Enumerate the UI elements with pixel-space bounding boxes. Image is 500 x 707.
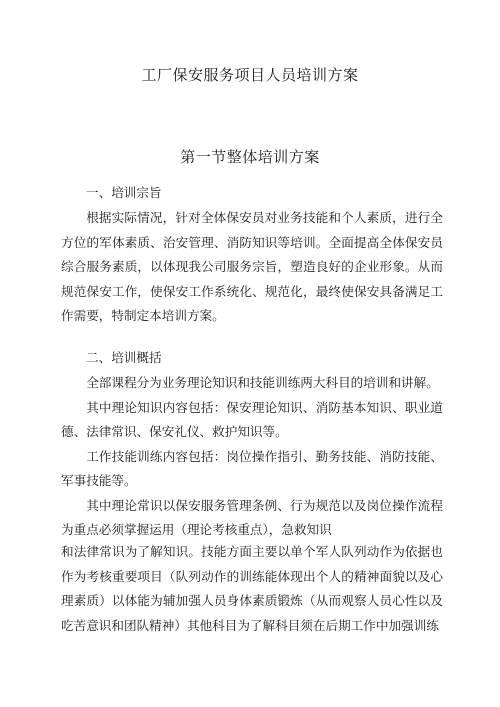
section-training-overview xyxy=(61,371,443,543)
paragraph-text: 其中理论常识以保安服务管理条例、行为规范以及岗位操作流程为重点必须掌握运用（理论考核重点），急救知识 xyxy=(61,497,443,537)
document-title: 工厂保安服务项目人员培训方案 xyxy=(141,66,359,84)
section-title: 第一节整体培训方案 xyxy=(180,148,320,166)
paragraph-text: 其中理论知识内容包括：保安理论知识、消防基本知识、职业道德、法律常识、保安礼仪、救护知识等。 xyxy=(61,399,443,439)
paragraph-text: 根据实际情况，针对全体保安员对业务技能和个人素质，进行全方位的军体素质、治安管理、消防知识等培训。全面提高全体保安员综合服务素质，以体现我公司服务宗旨，塑造良好的企业形象。从而规范保安工作，使保安工作系统化、规范化，最终使保安具备满足工作需要，特制定本培训方案。 xyxy=(61,210,443,323)
heading-training-purpose: 一、培训宗旨 xyxy=(86,185,162,200)
paragraph-text: 工作技能训练内容包括：岗位操作指引、勤务技能、消防技能、军事技能等。 xyxy=(61,448,443,488)
paragraph-continuation xyxy=(61,540,443,638)
paragraph-text: 和法律常识为了解知识。技能方面主要以单个军人队列动作为依据也作为考核重要项目（队列动作的训练能体现出个人的精神面貌以及心理素质）以体能为辅加强人员身体素质锻炼（从而观察人员心性以及吃苦意识和团队精神）其他科目为了解科目须在后期工作中加强训练 xyxy=(61,544,443,633)
paragraph-training-purpose xyxy=(61,206,443,329)
heading-training-overview: 二、培训概括 xyxy=(86,350,162,365)
paragraph-text: 全部课程分为业务理论知识和技能训练两大科目的培训和讲解。 xyxy=(86,375,439,390)
